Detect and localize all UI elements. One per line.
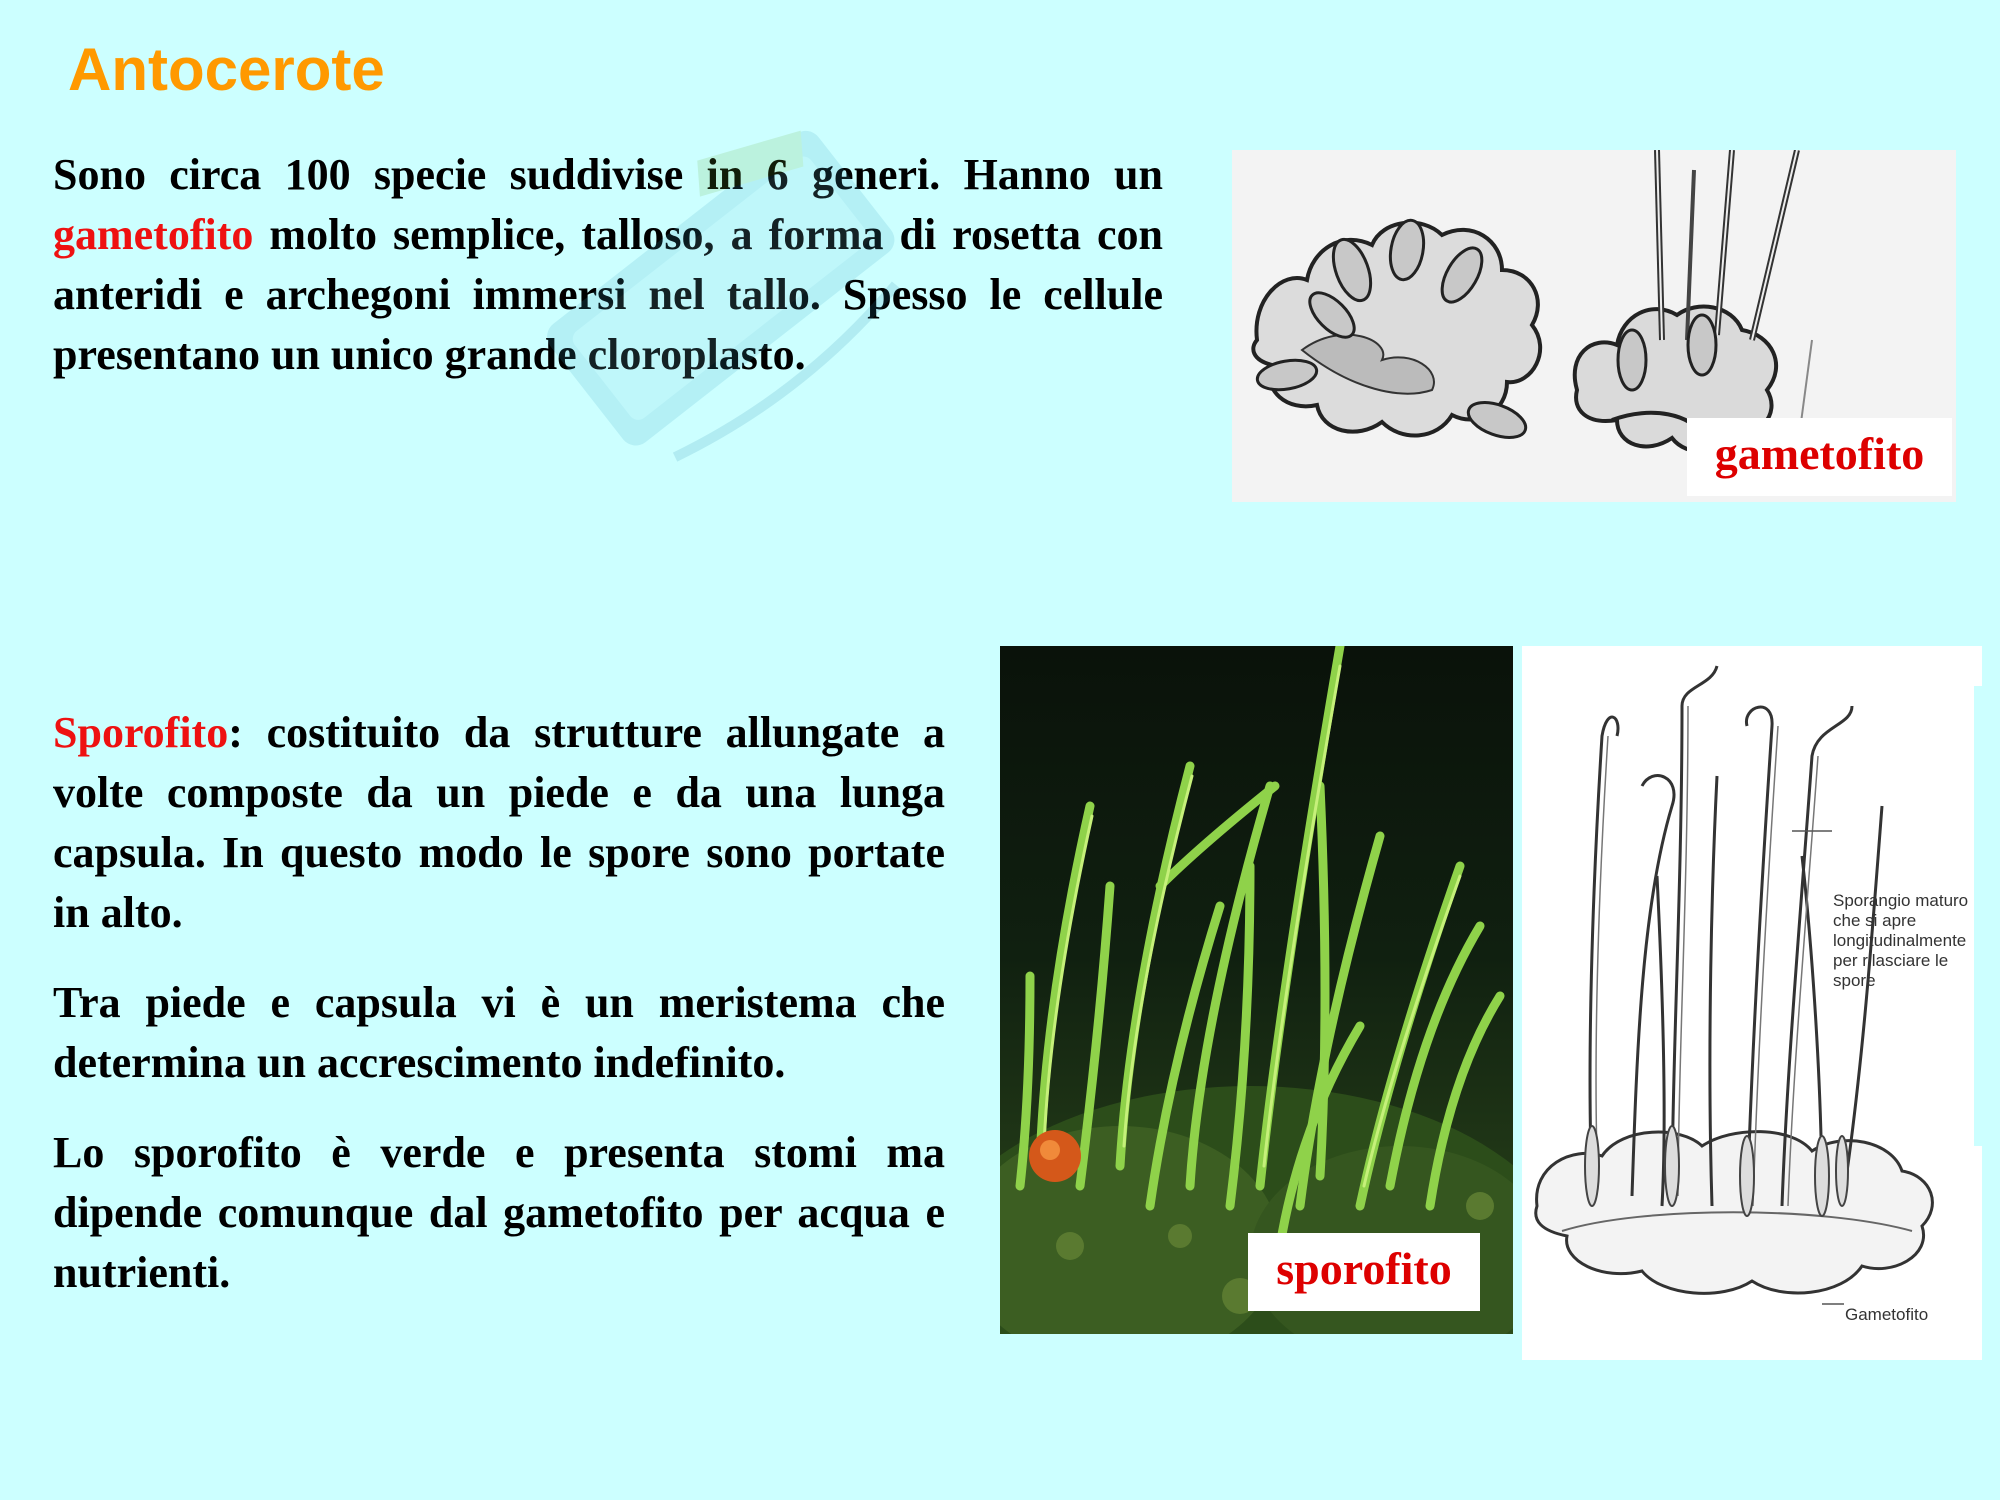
sporofito-highlight: Sporofito <box>53 708 229 757</box>
sporofito-dipendenza-paragraph: Lo sporofito è verde e presenta stomi ma dipende comunque dal gametofito per acqua e nutrienti. <box>53 1128 945 1297</box>
sporofito-text: : costituito da strutture allungate a volte composte da un piede e da una lunga capsula. In questo modo le spore sono portate in alto. <box>53 708 945 937</box>
sporofito-photo <box>1000 646 1513 1334</box>
gametofito-highlight: gametofito <box>53 210 254 259</box>
meristema-paragraph: Tra piede e capsula vi è un meristema che determina un accrescimento indefinito. <box>53 978 945 1087</box>
intro-text-start: Sono circa 100 specie suddivise in 6 generi. Hanno un <box>53 150 1163 199</box>
sporofito-label: sporofito <box>1248 1233 1480 1311</box>
slide-title: Antocerote <box>68 36 385 103</box>
sporangio-annotation: Sporangio maturo che si apre longitudinalmente per rilasciare le spore <box>1833 891 1969 990</box>
gametofito-label: gametofito <box>1687 418 1952 496</box>
antocerote-drawing <box>1522 646 1982 1360</box>
intro-paragraph <box>53 145 1163 385</box>
intro-text-end: molto semplice, talloso, a forma di rosetta con anteridi e archegoni immersi nel tallo. Spesso le cellule presentano un unico grande cloroplasto. <box>53 210 1163 379</box>
gametofito-annotation: Gametofito <box>1845 1305 1929 1324</box>
sporofito-paragraph <box>53 703 945 943</box>
